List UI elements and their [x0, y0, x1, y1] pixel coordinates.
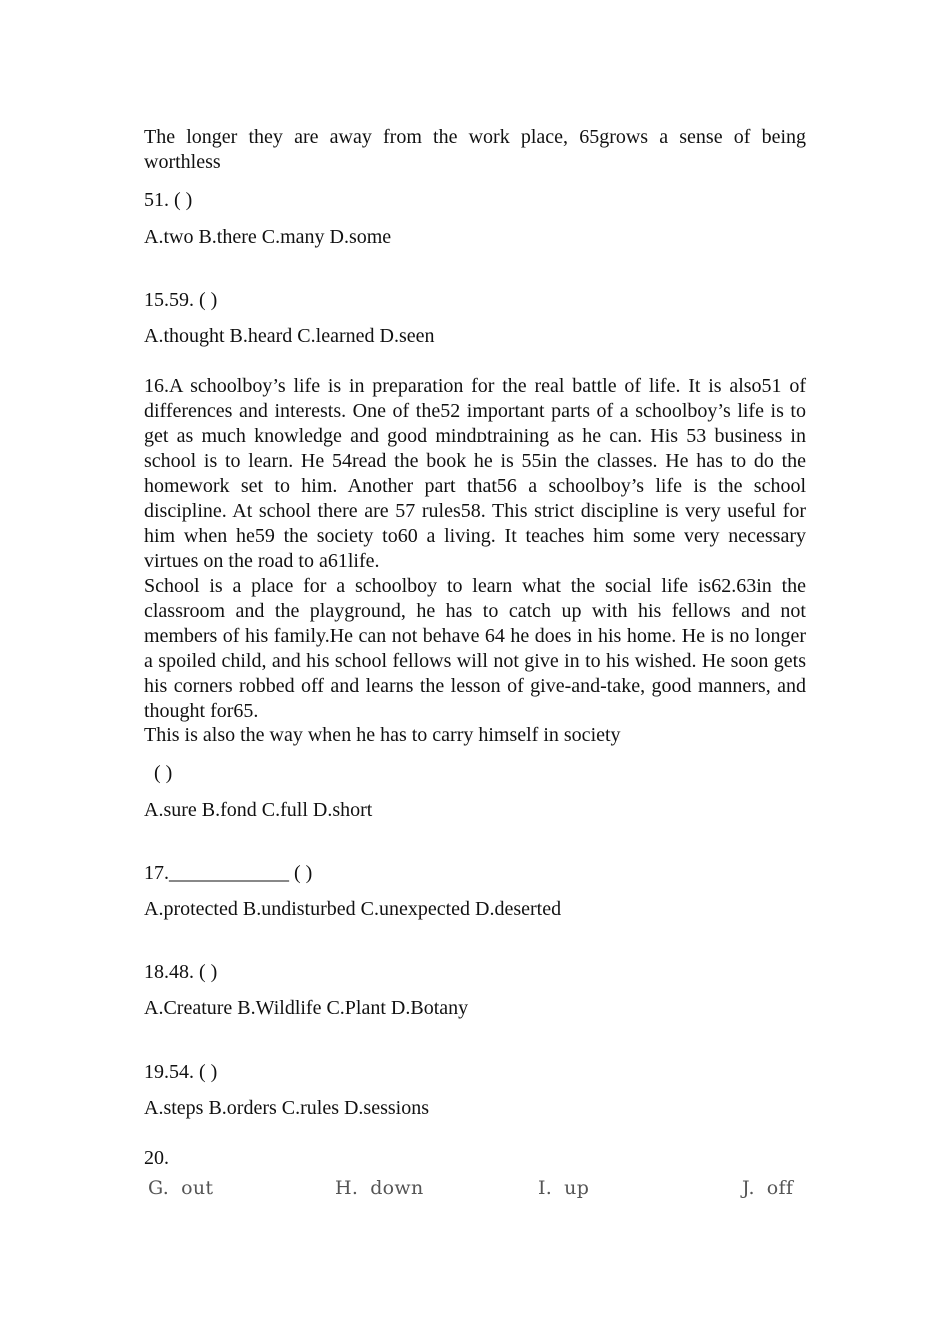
question-16-options: A.sure B.fond C.full D.short	[144, 799, 373, 821]
choice-i	[538, 1177, 589, 1199]
choice-j-word: off	[766, 1177, 794, 1199]
question-51-options: A.two B.there C.many D.some	[144, 226, 392, 248]
intro-line-2: worthless	[144, 151, 221, 173]
question-18-stem: 18.48. ( )	[144, 961, 218, 983]
intro-line-1: The longer they are away from the work place, 65grows a sense of being	[144, 126, 806, 148]
question-19-options: A.steps B.orders C.rules D.sessions	[144, 1097, 429, 1119]
question-17-stem: 17.____________ ( )	[144, 862, 313, 884]
question-15-options: A.thought B.heard C.learned D.seen	[144, 325, 435, 347]
choice-h-key: H.	[335, 1177, 359, 1199]
choice-h	[335, 1177, 424, 1199]
question-16-stem: ( )	[154, 762, 173, 784]
question-15-stem: 15.59. ( )	[144, 289, 218, 311]
question-51-stem: 51. ( )	[144, 189, 193, 211]
question-16-passage-paragraph-1: 16.A schoolboy’s life is in preparation for the real battle of life. It is also51 of differences and interests. One of the52 important parts of a schoolboy’s life is to get as much knowledge and good mindᴅtraining as he can. His 53 business in school is to learn. He 54read the book he is 55in the classes. He has to do the homework set to him. Another part that56 a schoolboy’s life is the school discipline. At school there are 57 rules58. This strict discipline is very useful for him when he59 the society to60 a living. It teaches him some very necessary virtues on the road to a61life.	[144, 375, 806, 572]
choice-g-word: out	[181, 1177, 214, 1199]
question-20-stem: 20.	[144, 1147, 169, 1169]
choice-g	[148, 1177, 213, 1199]
question-17-options: A.protected B.undisturbed C.unexpected D.deserted	[144, 898, 562, 920]
question-16-passage-paragraph-2: School is a place for a schoolboy to learn what the social life is62.63in the classroom and the playground, he has to catch up with his fellows and not members of his family.He can not behave 64 he does in his home. He is no longer a spoiled child, and his school fellows will not give in to his wished. He soon gets his corners robbed off and learns the lesson of give-and-take, good manners, and thought for65.	[144, 575, 806, 722]
question-18-options: A.Creature B.Wildlife C.Plant D.Botany	[144, 997, 469, 1019]
question-16-passage-paragraph-3: This is also the way when he has to carry himself in society	[144, 724, 621, 746]
choice-i-word: up	[564, 1177, 590, 1199]
choice-h-word: down	[370, 1177, 424, 1199]
choice-j	[742, 1177, 793, 1199]
question-19-stem: 19.54. ( )	[144, 1061, 218, 1083]
choice-j-key: J.	[742, 1177, 755, 1199]
question-20-choices	[144, 1177, 806, 1203]
choice-g-key: G.	[148, 1177, 170, 1199]
choice-i-key: I.	[538, 1177, 553, 1199]
